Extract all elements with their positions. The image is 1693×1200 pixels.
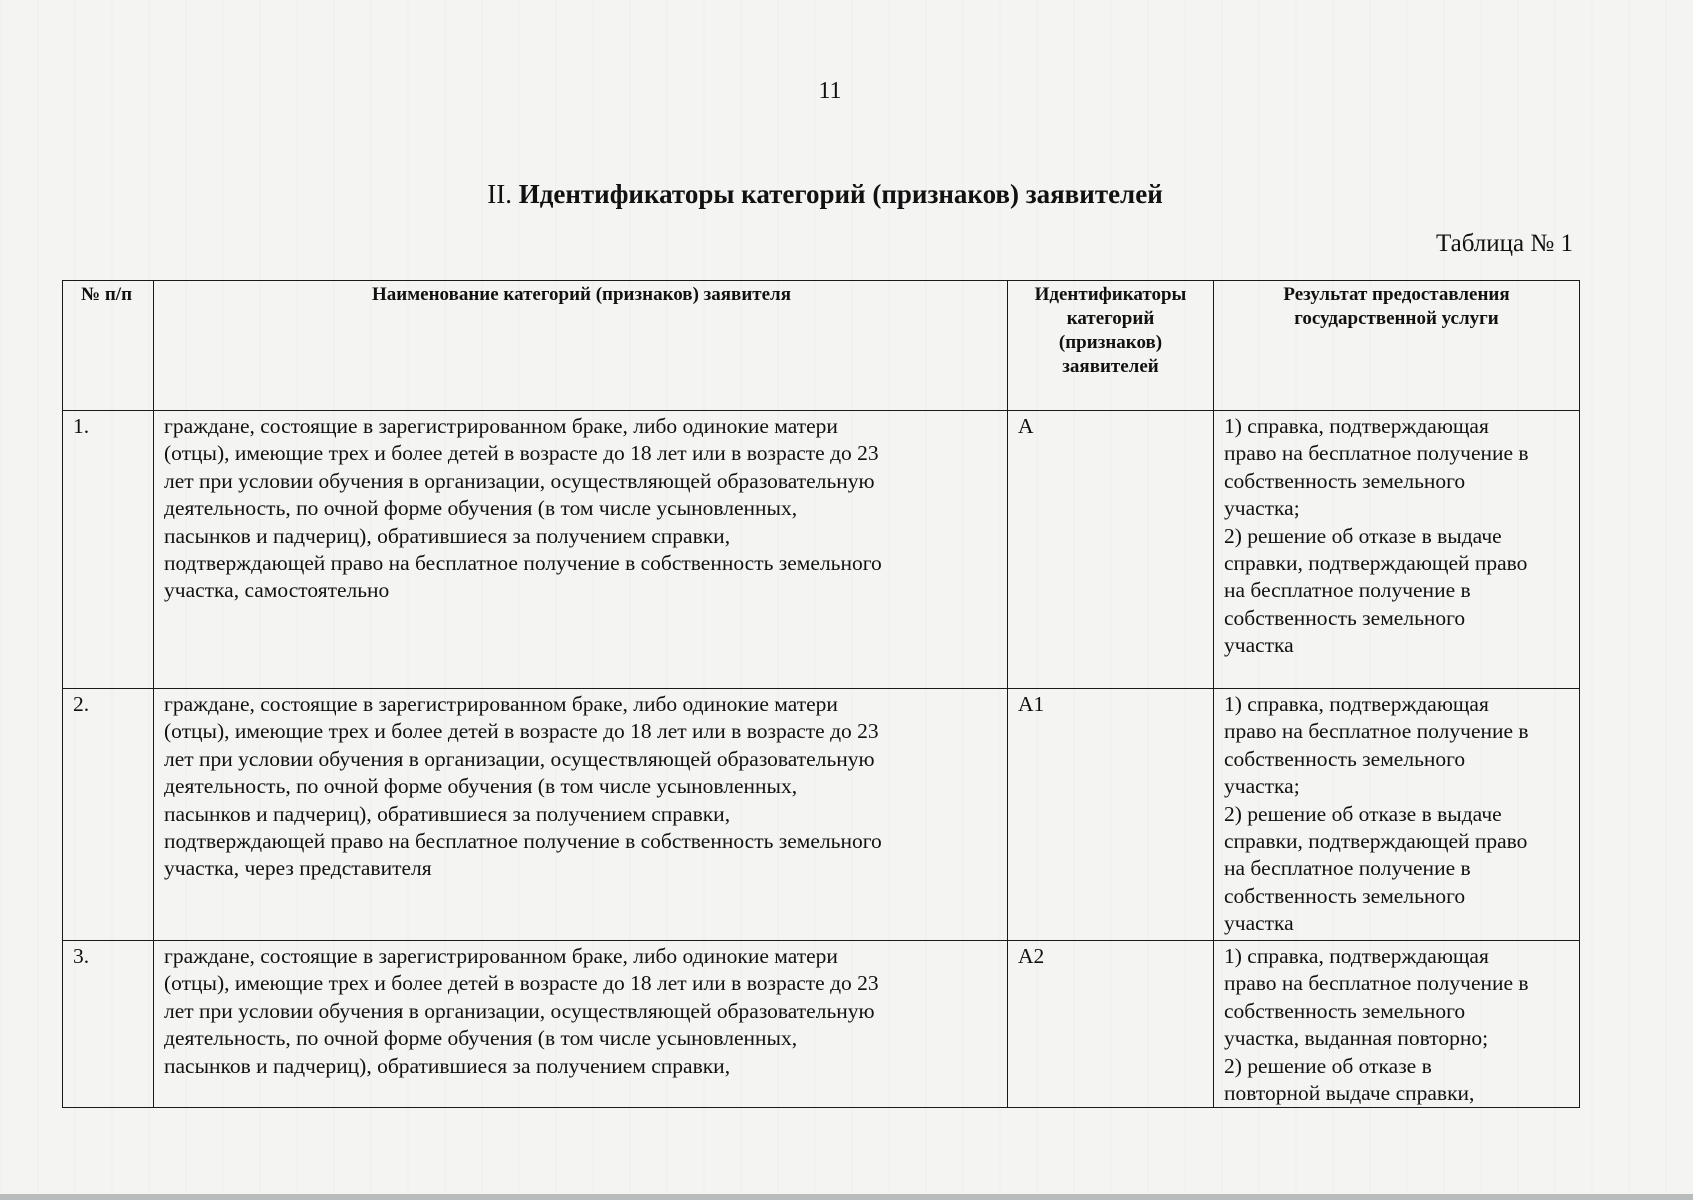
text-line: 2) решение об отказе в выдаче bbox=[1224, 801, 1502, 826]
text-line: собственность земельного bbox=[1224, 998, 1466, 1023]
text-line: (отцы), имеющие трех и более детей в возрасте до 18 лет или в возрасте до 23 bbox=[164, 971, 879, 996]
row-identifier: А bbox=[1008, 411, 1214, 689]
text-line: граждане, состоящие в зарегистрированном браке, либо одинокие матери bbox=[164, 414, 838, 438]
text-line: собственность земельного bbox=[1224, 605, 1466, 630]
text-line: право на бесплатное получение в bbox=[1224, 971, 1529, 996]
row-category-name bbox=[154, 411, 1008, 689]
row-number: 3. bbox=[63, 941, 154, 1108]
row-category-name bbox=[154, 941, 1008, 1108]
table-row bbox=[63, 411, 1580, 689]
text-line: подтверждающей право на бесплатное получение в собственность земельного bbox=[164, 551, 882, 576]
row-result bbox=[1214, 411, 1580, 689]
text-line: 1) справка, подтверждающая bbox=[1224, 692, 1489, 716]
page-number: 11 bbox=[818, 78, 842, 104]
row-identifier: А2 bbox=[1008, 941, 1214, 1108]
text-line: участка bbox=[1224, 911, 1294, 936]
section-title bbox=[0, 179, 1650, 210]
text-line: справки, подтверждающей право bbox=[1224, 829, 1528, 854]
text-line: 1) справка, подтверждающая bbox=[1224, 414, 1489, 438]
text-line: (отцы), имеющие трех и более детей в возрасте до 18 лет или в возрасте до 23 bbox=[164, 441, 879, 466]
row-category-name bbox=[154, 689, 1008, 941]
text-line: собственность земельного bbox=[1224, 746, 1466, 771]
text-line: граждане, состоящие в зарегистрированном браке, либо одинокие матери bbox=[164, 944, 838, 968]
text-line: на бесплатное получение в bbox=[1224, 578, 1471, 603]
text-line: 2) решение об отказе в bbox=[1224, 1053, 1432, 1078]
text-line: участка bbox=[1224, 633, 1294, 658]
text-line: право на бесплатное получение в bbox=[1224, 719, 1529, 744]
header-number: № п/п bbox=[63, 281, 154, 411]
section-roman-numeral: II. bbox=[487, 179, 512, 209]
section-title-text: Идентификаторы категорий (признаков) заявителей bbox=[518, 179, 1163, 209]
table-row bbox=[63, 689, 1580, 941]
scan-bottom-edge bbox=[0, 1194, 1693, 1200]
text-line: подтверждающей право на бесплатное получение в собственность земельного bbox=[164, 829, 882, 854]
table-caption: Таблица № 1 bbox=[1435, 230, 1573, 257]
text-line: 1) справка, подтверждающая bbox=[1224, 944, 1489, 968]
row-identifier: А1 bbox=[1008, 689, 1214, 941]
text-line: участка, выданная повторно; bbox=[1224, 1026, 1489, 1051]
text-line: участка; bbox=[1224, 496, 1300, 521]
text-line: лет при условии обучения в организации, осуществляющей образовательную bbox=[164, 468, 875, 493]
text-line: участка; bbox=[1224, 774, 1300, 799]
header-identifier: Идентификаторы категорий (признаков) заявителей bbox=[1008, 281, 1214, 411]
text-line: пасынков и падчериц), обратившиеся за получением справки, bbox=[164, 1053, 731, 1078]
text-line: деятельность, по очной форме обучения (в том числе усыновленных, bbox=[164, 774, 798, 799]
row-number: 1. bbox=[63, 411, 154, 689]
header-category-name: Наименование категорий (признаков) заявителя bbox=[154, 281, 1008, 411]
text-line: участка, через представителя bbox=[164, 856, 432, 881]
text-line: граждане, состоящие в зарегистрированном браке, либо одинокие матери bbox=[164, 692, 838, 716]
text-line: деятельность, по очной форме обучения (в том числе усыновленных, bbox=[164, 496, 798, 521]
table-header-row bbox=[63, 281, 1580, 411]
text-line: 2) решение об отказе в выдаче bbox=[1224, 523, 1502, 548]
text-line: лет при условии обучения в организации, осуществляющей образовательную bbox=[164, 998, 875, 1023]
text-line: пасынков и падчериц), обратившиеся за получением справки, bbox=[164, 801, 731, 826]
text-line: собственность земельного bbox=[1224, 468, 1466, 493]
text-line: лет при условии обучения в организации, осуществляющей образовательную bbox=[164, 746, 875, 771]
applicant-categories-table bbox=[62, 280, 1580, 1108]
header-result: Результат предоставления государственной услуги bbox=[1214, 281, 1580, 411]
row-number: 2. bbox=[63, 689, 154, 941]
text-line: пасынков и падчериц), обратившиеся за получением справки, bbox=[164, 523, 731, 548]
text-line: участка, самостоятельно bbox=[164, 578, 390, 603]
text-line: собственность земельного bbox=[1224, 883, 1466, 908]
text-line: повторной выдаче справки, bbox=[1224, 1081, 1475, 1106]
text-line: справки, подтверждающей право bbox=[1224, 551, 1528, 576]
row-result bbox=[1214, 941, 1580, 1108]
text-line: на бесплатное получение в bbox=[1224, 856, 1471, 881]
text-line: (отцы), имеющие трех и более детей в возрасте до 18 лет или в возрасте до 23 bbox=[164, 719, 879, 744]
row-result bbox=[1214, 689, 1580, 941]
table-row bbox=[63, 941, 1580, 1108]
text-line: деятельность, по очной форме обучения (в том числе усыновленных, bbox=[164, 1026, 798, 1051]
text-line: право на бесплатное получение в bbox=[1224, 441, 1529, 466]
